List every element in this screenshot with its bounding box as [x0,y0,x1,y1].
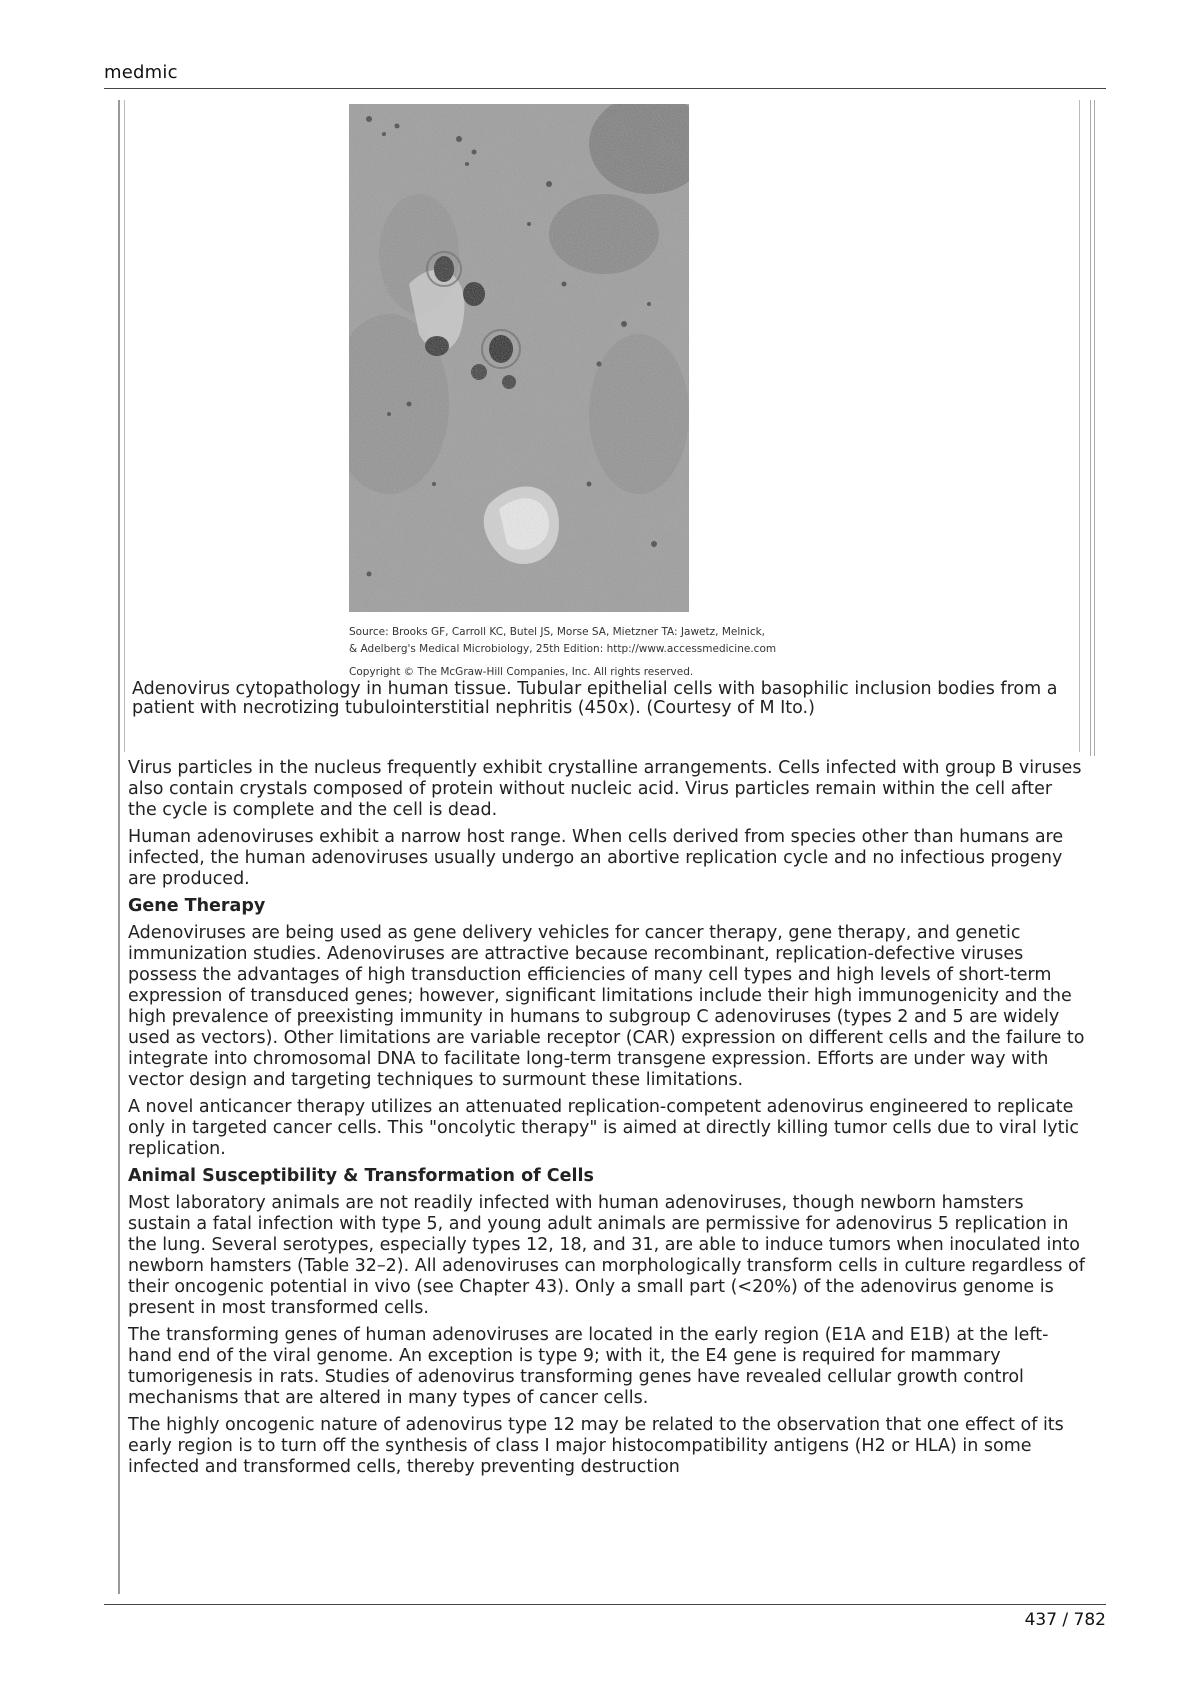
paragraph: Most laboratory animals are not readily infected with human adenoviruses, though newborn hamsters sustain a fatal infection with type 5, and young adult animals are permissive for adenovirus 5 replication in the lung. Several serotypes, especially types 12, 18, and 31, are able to induce tumors when inoculated into newborn hamsters (Table 32–2). All adenoviruses can morphologically transform cells in culture regardless of their oncogenic potential in vivo (see Chapter 43). Only a small part (<20%) of the adenovirus genome is present in most transformed cells. [128,1193,1085,1318]
source-line-1: Source: Brooks GF, Carroll KC, Butel JS, Morse SA, Mietzner TA: Jawetz, Melnick, [349,626,766,638]
page-number: 437 / 782 [1024,1610,1106,1630]
paragraph: A novel anticancer therapy utilizes an attenuated replication-competent adenovirus engineered to replicate only in targeted cancer cells. This "oncolytic therapy" is aimed at directly killing tumor cells due to viral lytic replication. [128,1097,1079,1159]
figure-source-credit [349,624,889,681]
figure-frame-right-border [1079,100,1080,752]
figure-frame-left-border [124,100,125,752]
header-title: medmic [104,62,178,83]
header-divider [104,88,1106,89]
section-heading-animal-susceptibility: Animal Susceptibility & Transformation of Cells [128,1166,594,1186]
source-line-2: & Adelberg's Medical Microbiology, 25th Edition: http://www.accessmedicine.com [349,643,777,655]
paragraph: Human adenoviruses exhibit a narrow host range. When cells derived from species other than humans are infected, the human adenoviruses usually undergo an abortive replication cycle and no infectious progeny are produced. [128,827,1064,889]
paragraph: The transforming genes of human adenoviruses are located in the early region (E1A and E1B) at the left-hand end of the viral genome. An exception is type 9; with it, the E4 gene is required for mammary tumorigenesis in rats. Studies of adenovirus transforming genes have revealed cellular growth control mechanisms that are altered in many types of cancer cells. [128,1325,1049,1408]
body-text [128,758,1086,1484]
section-heading-gene-therapy: Gene Therapy [128,896,266,916]
adenovirus-tissue-micrograph [349,104,689,612]
figure-caption: Adenovirus cytopathology in human tissue. Tubular epithelial cells with basophilic inclusion bodies from a patient with necrotizing tubulointerstitial nephritis (450x). (Courtesy of M Ito.) [132,679,1058,718]
paragraph: Virus particles in the nucleus frequently exhibit crystalline arrangements. Cells infected with group B viruses also contain crystals composed of protein without nucleic acid. Virus particles remain within the cell after the cycle is complete and the cell is dead. [128,758,1082,820]
scrollbar-track[interactable] [1090,100,1095,756]
footer-divider [104,1604,1106,1605]
copyright-line: Copyright © The McGraw-Hill Companies, Inc. All rights reserved. [349,666,694,678]
paragraph: Adenoviruses are being used as gene delivery vehicles for cancer therapy, gene therapy, and genetic immunization studies. Adenoviruses are attractive because recombinant, replication-defective viruses possess the advantages of high transduction efficiencies of many cell types and high levels of short-term expression of transduced genes; however, significant limitations include their high immunogenicity and the high prevalence of preexisting immunity in humans to subgroup C adenoviruses (types 2 and 5 are widely used as vectors). Other limitations are variable receptor (CAR) expression on different cells and the failure to integrate into chromosomal DNA to facilitate long-term transgene expression. Efforts are under way with vector design and targeting techniques to surmount these limitations. [128,923,1085,1090]
paragraph: The highly oncogenic nature of adenovirus type 12 may be related to the observation that one effect of its early region is to turn off the synthesis of class I major histocompatibility antigens (H2 or HLA) in some infected and transformed cells, thereby preventing destruction [128,1415,1064,1477]
